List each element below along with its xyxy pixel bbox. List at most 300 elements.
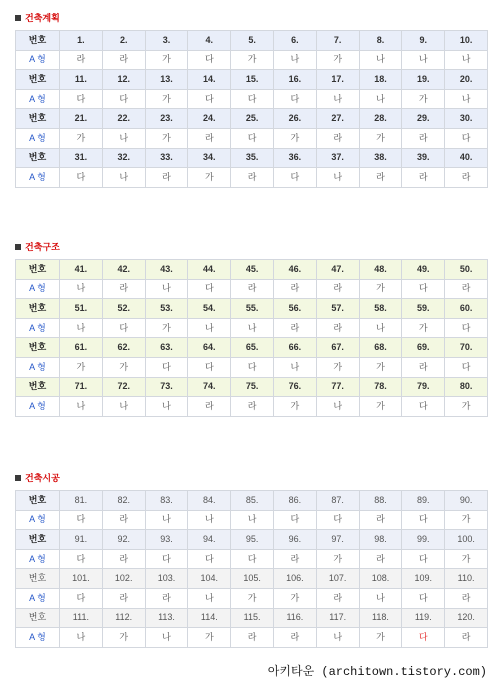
answer-cell: 가 <box>359 279 402 299</box>
answer-cell: 다 <box>273 89 316 109</box>
answer-table <box>15 490 488 648</box>
answer-cell: 다 <box>60 168 103 188</box>
answer-cell: 가 <box>273 128 316 148</box>
answer-row <box>16 89 488 109</box>
question-number-cell: 46. <box>273 260 316 280</box>
number-row-label: 번호 <box>16 530 60 550</box>
answer-cell: 가 <box>145 128 188 148</box>
section-building-structure <box>15 242 488 411</box>
question-number-cell: 109. <box>402 569 445 589</box>
answer-cell: 라 <box>273 318 316 338</box>
answer-cell: 다 <box>60 89 103 109</box>
question-number-cell: 49. <box>402 260 445 280</box>
question-number-cell: 62. <box>102 338 145 358</box>
question-number-cell: 99. <box>402 530 445 550</box>
question-number-cell: 87. <box>316 491 359 511</box>
answer-cell: 나 <box>231 510 274 530</box>
answer-cell: 나 <box>145 279 188 299</box>
answer-cell: 라 <box>231 628 274 648</box>
answer-cell: 가 <box>359 397 402 417</box>
answer-cell: 다 <box>188 50 231 70</box>
answer-cell: 라 <box>359 168 402 188</box>
question-number-cell: 79. <box>402 377 445 397</box>
question-number-row <box>16 608 488 628</box>
question-number-cell: 28. <box>359 109 402 129</box>
question-number-cell: 53. <box>145 299 188 319</box>
form-type-label: A 형 <box>16 357 60 377</box>
answer-table-body <box>16 260 488 417</box>
question-number-cell: 112. <box>102 608 145 628</box>
question-number-cell: 35. <box>231 148 274 168</box>
answer-cell: 나 <box>359 89 402 109</box>
answer-cell: 다 <box>188 357 231 377</box>
answer-cell: 나 <box>316 168 359 188</box>
question-number-cell: 93. <box>145 530 188 550</box>
answer-cell: 다 <box>145 357 188 377</box>
answer-row <box>16 50 488 70</box>
question-number-cell: 110. <box>445 569 488 589</box>
answer-cell: 나 <box>60 628 103 648</box>
question-number-cell: 36. <box>273 148 316 168</box>
question-number-cell: 74. <box>188 377 231 397</box>
question-number-cell: 50. <box>445 260 488 280</box>
answer-cell: 가 <box>231 588 274 608</box>
form-type-label: A 형 <box>16 50 60 70</box>
answer-cell: 라 <box>102 549 145 569</box>
question-number-cell: 27. <box>316 109 359 129</box>
form-type-label: A 형 <box>16 628 60 648</box>
question-number-cell: 82. <box>102 491 145 511</box>
question-number-cell: 71. <box>60 377 103 397</box>
answer-cell: 라 <box>316 279 359 299</box>
answer-table-body <box>16 491 488 648</box>
question-number-cell: 40. <box>445 148 488 168</box>
question-number-cell: 77. <box>316 377 359 397</box>
answer-cell: 가 <box>445 549 488 569</box>
answer-cell: 나 <box>60 279 103 299</box>
answer-row <box>16 510 488 530</box>
question-number-cell: 41. <box>60 260 103 280</box>
question-number-cell: 108. <box>359 569 402 589</box>
question-number-cell: 90. <box>445 491 488 511</box>
section-title <box>15 473 488 483</box>
answer-cell: 다 <box>145 549 188 569</box>
section-title <box>15 13 488 23</box>
number-row-label: 번호 <box>16 569 60 589</box>
question-number-cell: 31. <box>60 148 103 168</box>
answer-cell: 나 <box>359 588 402 608</box>
answer-table-body <box>16 31 488 188</box>
square-bullet-icon <box>15 475 21 481</box>
question-number-cell: 64. <box>188 338 231 358</box>
question-number-cell: 10. <box>445 31 488 51</box>
question-number-cell: 65. <box>231 338 274 358</box>
number-row-label: 번호 <box>16 31 60 51</box>
question-number-cell: 68. <box>359 338 402 358</box>
answer-cell: 다 <box>60 549 103 569</box>
question-number-cell: 72. <box>102 377 145 397</box>
answer-row <box>16 357 488 377</box>
answer-cell: 다 <box>273 510 316 530</box>
question-number-cell: 83. <box>145 491 188 511</box>
question-number-cell: 45. <box>231 260 274 280</box>
answer-cell: 다 <box>231 357 274 377</box>
question-number-cell: 96. <box>273 530 316 550</box>
number-row-label: 번호 <box>16 491 60 511</box>
answer-cell: 가 <box>316 549 359 569</box>
answer-cell: 라 <box>402 128 445 148</box>
answer-cell: 다 <box>273 168 316 188</box>
answer-cell: 나 <box>273 50 316 70</box>
question-number-cell: 113. <box>145 608 188 628</box>
question-number-cell: 91. <box>60 530 103 550</box>
answer-cell: 나 <box>145 397 188 417</box>
answer-cell: 라 <box>102 279 145 299</box>
question-number-row <box>16 377 488 397</box>
form-type-label: A 형 <box>16 510 60 530</box>
question-number-cell: 97. <box>316 530 359 550</box>
section-title <box>15 242 488 252</box>
answer-cell: 라 <box>231 168 274 188</box>
answer-row <box>16 318 488 338</box>
answer-cell: 라 <box>359 549 402 569</box>
question-number-cell: 29. <box>402 109 445 129</box>
answer-cell: 다 <box>188 549 231 569</box>
question-number-cell: 76. <box>273 377 316 397</box>
question-number-cell: 17. <box>316 70 359 90</box>
question-number-row <box>16 338 488 358</box>
answer-cell: 라 <box>231 279 274 299</box>
question-number-cell: 102. <box>102 569 145 589</box>
answer-cell: 라 <box>145 168 188 188</box>
question-number-cell: 33. <box>145 148 188 168</box>
question-number-cell: 26. <box>273 109 316 129</box>
question-number-cell: 44. <box>188 260 231 280</box>
answer-cell: 가 <box>402 318 445 338</box>
form-type-label: A 형 <box>16 549 60 569</box>
answer-cell: 다 <box>102 318 145 338</box>
answer-row <box>16 628 488 648</box>
question-number-cell: 43. <box>145 260 188 280</box>
answer-cell: 가 <box>145 318 188 338</box>
question-number-cell: 106. <box>273 569 316 589</box>
answer-cell: 가 <box>273 588 316 608</box>
answer-cell: 가 <box>445 397 488 417</box>
answer-table <box>15 30 488 188</box>
question-number-row <box>16 148 488 168</box>
question-number-cell: 16. <box>273 70 316 90</box>
question-number-cell: 105. <box>231 569 274 589</box>
question-number-row <box>16 260 488 280</box>
answer-cell: 가 <box>359 628 402 648</box>
answer-cell: 가 <box>402 89 445 109</box>
question-number-cell: 60. <box>445 299 488 319</box>
question-number-cell: 20. <box>445 70 488 90</box>
question-number-row <box>16 70 488 90</box>
question-number-cell: 104. <box>188 569 231 589</box>
question-number-cell: 59. <box>402 299 445 319</box>
question-number-cell: 101. <box>60 569 103 589</box>
answer-cell: 라 <box>445 168 488 188</box>
question-number-cell: 115. <box>231 608 274 628</box>
answer-cell: 라 <box>316 318 359 338</box>
question-number-cell: 75. <box>231 377 274 397</box>
answer-cell: 나 <box>402 50 445 70</box>
question-number-cell: 69. <box>402 338 445 358</box>
answer-cell: 가 <box>359 357 402 377</box>
question-number-cell: 120. <box>445 608 488 628</box>
section-title-text: 건축계획 <box>25 13 60 23</box>
form-type-label: A 형 <box>16 89 60 109</box>
answer-cell: 다 <box>231 89 274 109</box>
answer-cell: 가 <box>231 50 274 70</box>
question-number-cell: 107. <box>316 569 359 589</box>
section-title-text: 건축구조 <box>25 242 60 252</box>
answer-cell: 다 <box>60 588 103 608</box>
question-number-cell: 111. <box>60 608 103 628</box>
question-number-cell: 38. <box>359 148 402 168</box>
answer-cell-highlighted: 다 <box>402 628 445 648</box>
question-number-row <box>16 31 488 51</box>
question-number-cell: 1. <box>60 31 103 51</box>
question-number-cell: 11. <box>60 70 103 90</box>
answer-cell: 가 <box>102 357 145 377</box>
answer-cell: 라 <box>445 279 488 299</box>
question-number-cell: 4. <box>188 31 231 51</box>
answer-cell: 라 <box>273 549 316 569</box>
question-number-cell: 32. <box>102 148 145 168</box>
answer-cell: 나 <box>145 628 188 648</box>
answer-cell: 나 <box>445 50 488 70</box>
answer-cell: 나 <box>359 50 402 70</box>
question-number-cell: 12. <box>102 70 145 90</box>
question-number-cell: 15. <box>231 70 274 90</box>
answer-cell: 다 <box>316 510 359 530</box>
answer-cell: 나 <box>316 628 359 648</box>
form-type-label: A 형 <box>16 128 60 148</box>
square-bullet-icon <box>15 244 21 250</box>
answer-cell: 다 <box>102 89 145 109</box>
question-number-cell: 22. <box>102 109 145 129</box>
answer-cell: 나 <box>102 168 145 188</box>
question-number-cell: 67. <box>316 338 359 358</box>
answer-row <box>16 549 488 569</box>
question-number-cell: 88. <box>359 491 402 511</box>
answer-cell: 가 <box>145 89 188 109</box>
question-number-cell: 18. <box>359 70 402 90</box>
question-number-cell: 2. <box>102 31 145 51</box>
answer-cell: 라 <box>445 588 488 608</box>
answer-cell: 라 <box>188 397 231 417</box>
question-number-cell: 23. <box>145 109 188 129</box>
question-number-cell: 80. <box>445 377 488 397</box>
answer-cell: 라 <box>316 588 359 608</box>
answer-cell: 라 <box>402 357 445 377</box>
question-number-row <box>16 491 488 511</box>
answer-cell: 라 <box>231 397 274 417</box>
question-number-cell: 25. <box>231 109 274 129</box>
question-number-cell: 116. <box>273 608 316 628</box>
question-number-cell: 5. <box>231 31 274 51</box>
question-number-cell: 56. <box>273 299 316 319</box>
answer-cell: 다 <box>445 128 488 148</box>
answer-cell: 가 <box>316 357 359 377</box>
question-number-cell: 103. <box>145 569 188 589</box>
answer-cell: 다 <box>402 397 445 417</box>
answer-cell: 나 <box>316 89 359 109</box>
answer-cell: 나 <box>188 318 231 338</box>
question-number-cell: 55. <box>231 299 274 319</box>
form-type-label: A 형 <box>16 588 60 608</box>
answer-cell: 나 <box>273 357 316 377</box>
question-number-cell: 92. <box>102 530 145 550</box>
question-number-cell: 6. <box>273 31 316 51</box>
answer-cell: 라 <box>102 588 145 608</box>
answer-cell: 다 <box>445 357 488 377</box>
answer-cell: 나 <box>60 397 103 417</box>
question-number-cell: 119. <box>402 608 445 628</box>
question-number-cell: 78. <box>359 377 402 397</box>
answer-cell: 라 <box>102 510 145 530</box>
answer-table <box>15 259 488 417</box>
answer-row <box>16 588 488 608</box>
answer-row <box>16 128 488 148</box>
section-building-construction <box>15 473 488 642</box>
question-number-cell: 30. <box>445 109 488 129</box>
section-architectural-planning <box>15 13 488 182</box>
answer-cell: 다 <box>188 89 231 109</box>
answer-cell: 가 <box>445 510 488 530</box>
section-title-text: 건축시공 <box>25 473 60 483</box>
question-number-cell: 73. <box>145 377 188 397</box>
question-number-cell: 9. <box>402 31 445 51</box>
question-number-cell: 86. <box>273 491 316 511</box>
form-type-label: A 형 <box>16 168 60 188</box>
question-number-row <box>16 530 488 550</box>
question-number-cell: 61. <box>60 338 103 358</box>
answer-cell: 라 <box>102 50 145 70</box>
answer-cell: 나 <box>445 89 488 109</box>
question-number-cell: 117. <box>316 608 359 628</box>
question-number-cell: 3. <box>145 31 188 51</box>
answer-cell: 가 <box>188 168 231 188</box>
answer-row <box>16 279 488 299</box>
answer-cell: 라 <box>445 628 488 648</box>
question-number-cell: 34. <box>188 148 231 168</box>
question-number-cell: 19. <box>402 70 445 90</box>
square-bullet-icon <box>15 15 21 21</box>
number-row-label: 번호 <box>16 148 60 168</box>
answer-cell: 나 <box>102 128 145 148</box>
answer-cell: 라 <box>316 128 359 148</box>
number-row-label: 번호 <box>16 608 60 628</box>
answer-cell: 가 <box>102 628 145 648</box>
question-number-cell: 24. <box>188 109 231 129</box>
question-number-cell: 66. <box>273 338 316 358</box>
question-number-cell: 100. <box>445 530 488 550</box>
answer-row <box>16 168 488 188</box>
answer-cell: 다 <box>231 128 274 148</box>
answer-cell: 라 <box>273 628 316 648</box>
answer-cell: 가 <box>145 50 188 70</box>
question-number-cell: 47. <box>316 260 359 280</box>
question-number-cell: 13. <box>145 70 188 90</box>
question-number-cell: 81. <box>60 491 103 511</box>
number-row-label: 번호 <box>16 377 60 397</box>
question-number-cell: 8. <box>359 31 402 51</box>
number-row-label: 번호 <box>16 260 60 280</box>
question-number-cell: 118. <box>359 608 402 628</box>
answer-cell: 가 <box>273 397 316 417</box>
question-number-cell: 63. <box>145 338 188 358</box>
answer-cell: 가 <box>60 357 103 377</box>
answer-cell: 나 <box>231 318 274 338</box>
number-row-label: 번호 <box>16 70 60 90</box>
question-number-cell: 95. <box>231 530 274 550</box>
question-number-cell: 51. <box>60 299 103 319</box>
question-number-cell: 48. <box>359 260 402 280</box>
answer-cell: 나 <box>359 318 402 338</box>
question-number-cell: 98. <box>359 530 402 550</box>
answer-cell: 라 <box>273 279 316 299</box>
question-number-cell: 14. <box>188 70 231 90</box>
question-number-cell: 85. <box>231 491 274 511</box>
question-number-cell: 114. <box>188 608 231 628</box>
form-type-label: A 형 <box>16 279 60 299</box>
question-number-row <box>16 569 488 589</box>
question-number-row <box>16 109 488 129</box>
answer-cell: 가 <box>359 128 402 148</box>
question-number-cell: 37. <box>316 148 359 168</box>
number-row-label: 번호 <box>16 299 60 319</box>
question-number-cell: 54. <box>188 299 231 319</box>
answer-cell: 다 <box>445 318 488 338</box>
answer-row <box>16 397 488 417</box>
question-number-cell: 39. <box>402 148 445 168</box>
footer-credit: 아키타운 (architown.tistory.com) <box>267 665 487 679</box>
answer-cell: 다 <box>402 279 445 299</box>
answer-cell: 가 <box>316 50 359 70</box>
answer-cell: 가 <box>60 128 103 148</box>
question-number-cell: 89. <box>402 491 445 511</box>
answer-cell: 라 <box>359 510 402 530</box>
question-number-row <box>16 299 488 319</box>
question-number-cell: 58. <box>359 299 402 319</box>
number-row-label: 번호 <box>16 109 60 129</box>
question-number-cell: 52. <box>102 299 145 319</box>
question-number-cell: 57. <box>316 299 359 319</box>
answer-cell: 라 <box>402 168 445 188</box>
answer-cell: 나 <box>188 510 231 530</box>
question-number-cell: 84. <box>188 491 231 511</box>
number-row-label: 번호 <box>16 338 60 358</box>
answer-cell: 라 <box>145 588 188 608</box>
answer-cell: 나 <box>316 397 359 417</box>
answer-cell: 나 <box>188 588 231 608</box>
answer-cell: 라 <box>60 50 103 70</box>
question-number-cell: 21. <box>60 109 103 129</box>
answer-cell: 다 <box>402 510 445 530</box>
question-number-cell: 42. <box>102 260 145 280</box>
question-number-cell: 94. <box>188 530 231 550</box>
answer-cell: 다 <box>402 588 445 608</box>
question-number-cell: 7. <box>316 31 359 51</box>
answer-cell: 나 <box>60 318 103 338</box>
answer-cell: 라 <box>188 128 231 148</box>
answer-cell: 다 <box>402 549 445 569</box>
answer-cell: 가 <box>188 628 231 648</box>
question-number-cell: 70. <box>445 338 488 358</box>
